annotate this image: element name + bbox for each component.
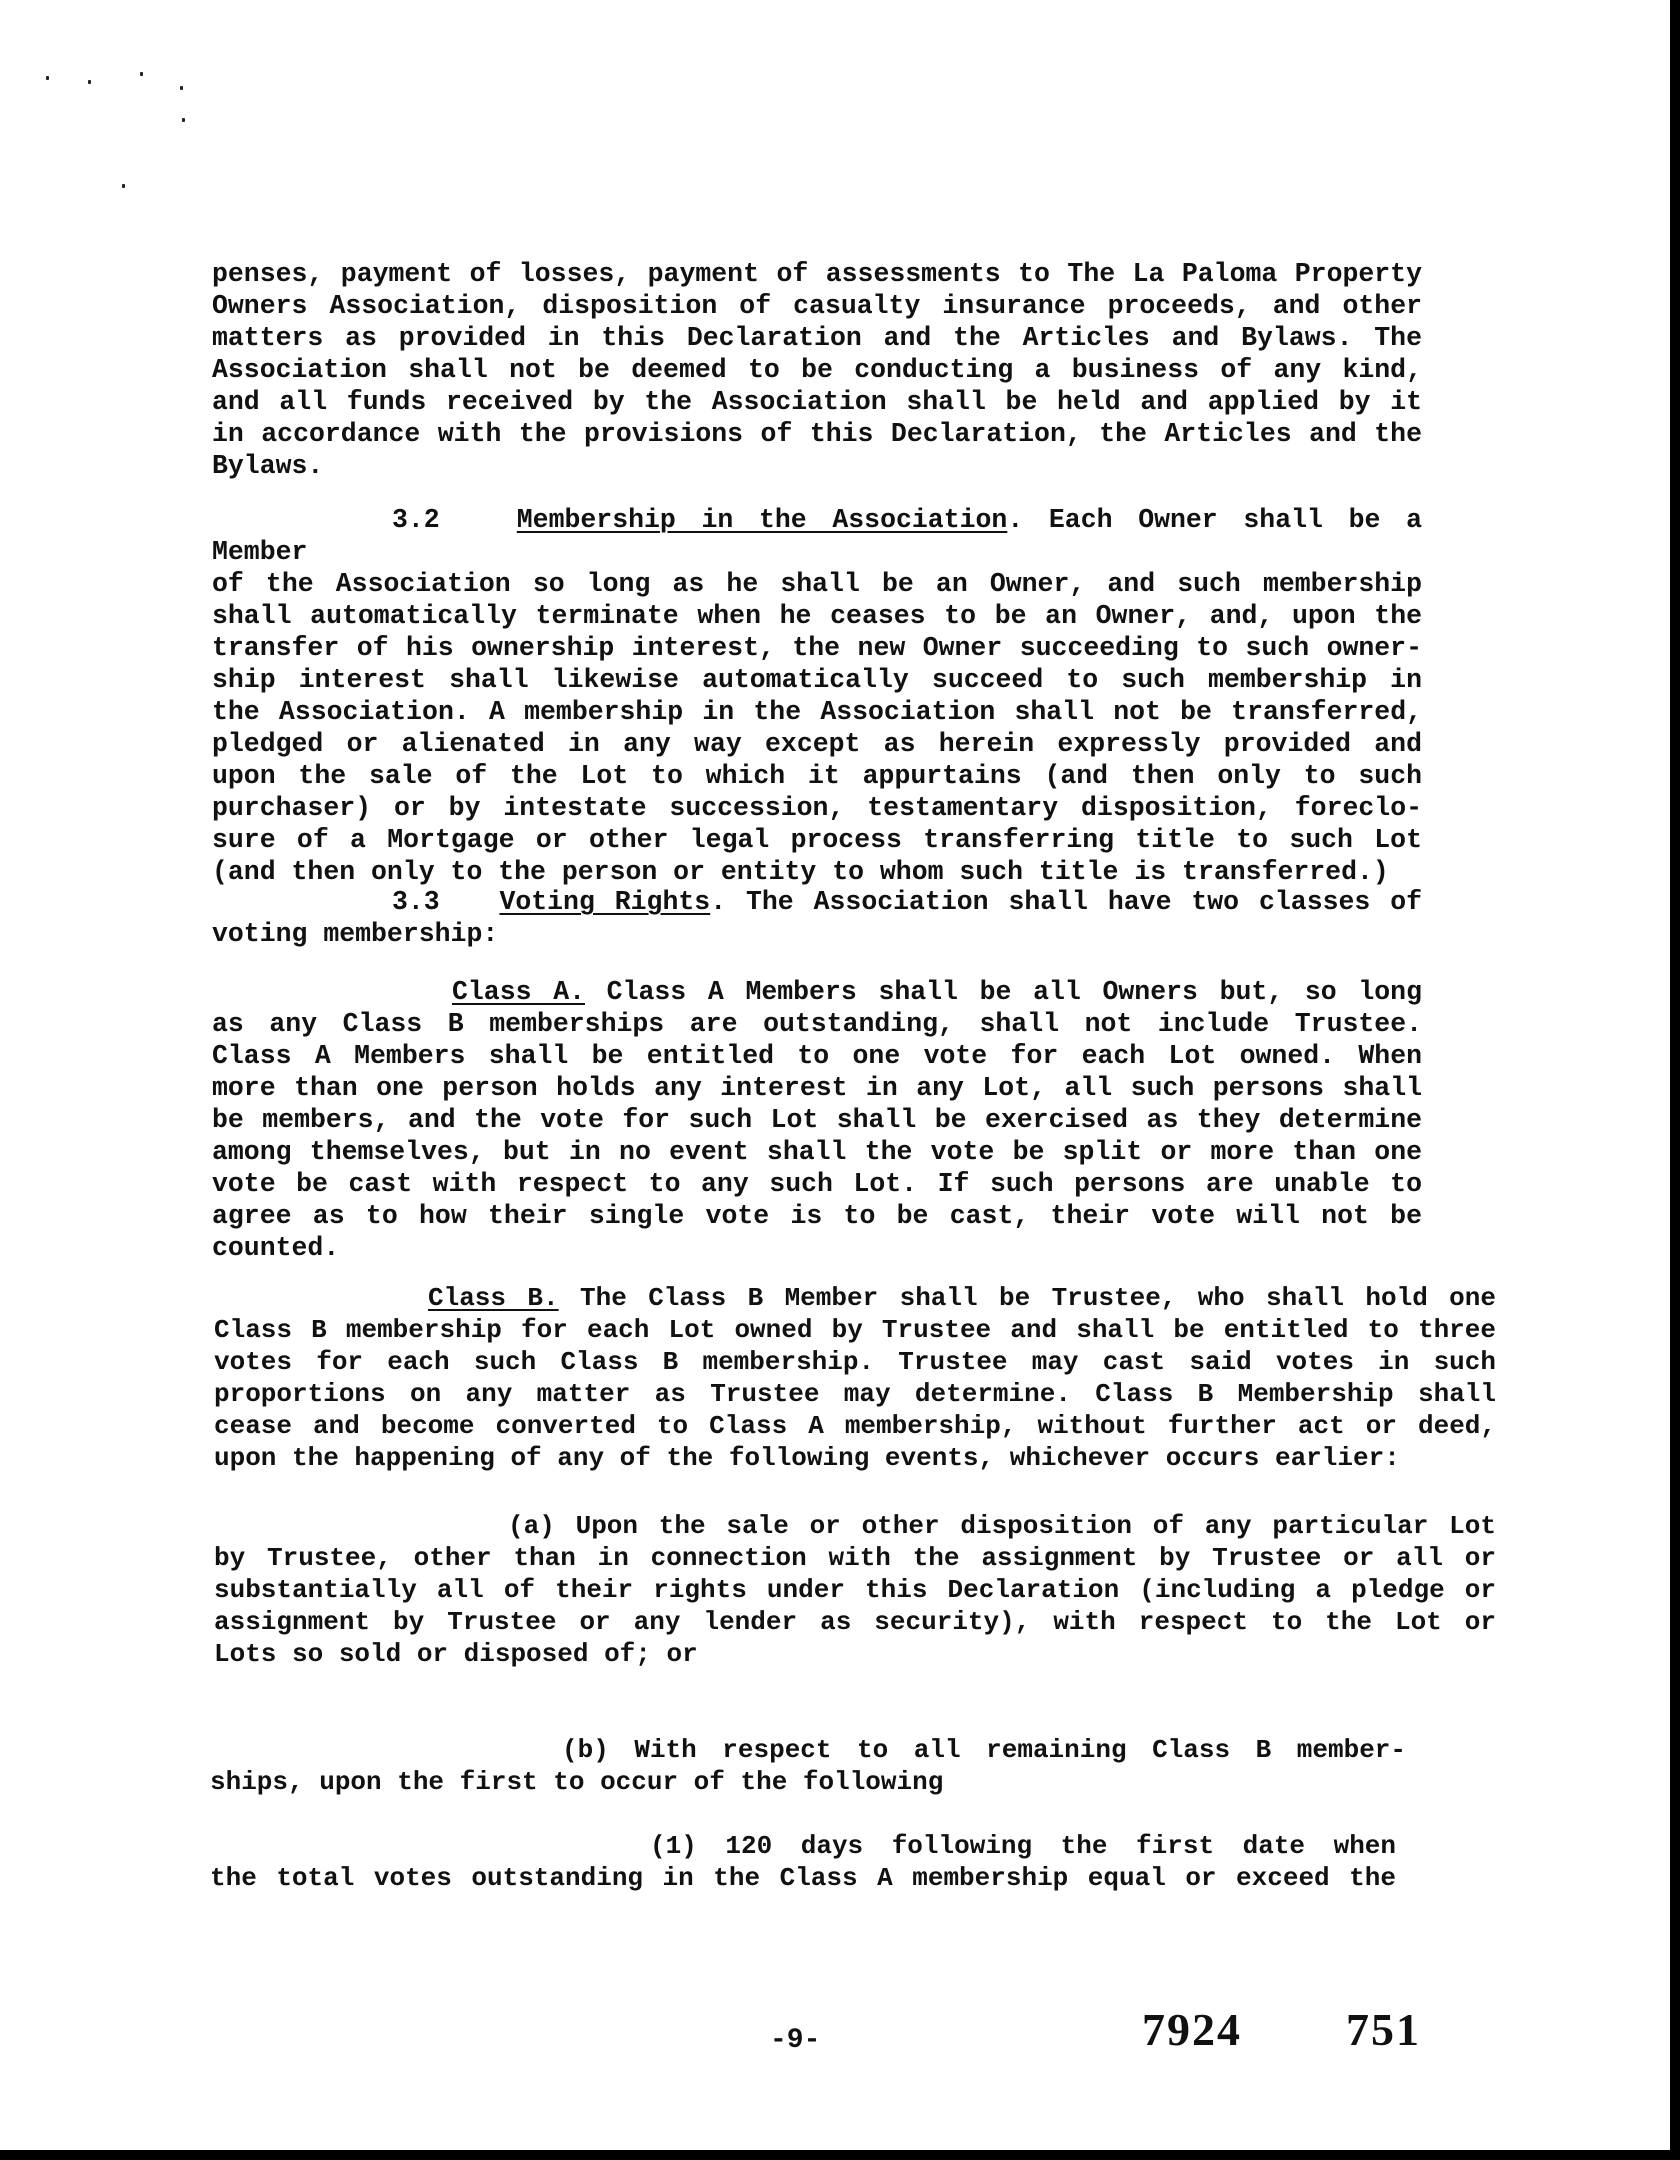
text-line: by Trustee, other than in connection with the assignment by Trustee or all or — [214, 1543, 1496, 1573]
text-line: votes for each such Class B membership. Trustee may cast said votes in such — [214, 1347, 1496, 1377]
scan-edge-bottom — [0, 2150, 1680, 2160]
text-line: (and then only to the person or entity to whom such title is transferred.) — [212, 857, 1389, 887]
text-line: transfer of his ownership interest, the new Owner succeeding to such owner- — [212, 633, 1422, 663]
item-1-paragraph — [210, 1830, 1396, 1894]
scan-speck — [182, 118, 185, 122]
text-line: more than one person holds any interest in any Lot, all such persons shall — [212, 1073, 1422, 1103]
text-line: as any Class B memberships are outstanding, shall not include Trustee. — [212, 1009, 1422, 1039]
class-a-paragraph — [212, 976, 1422, 1264]
text-line: assignment by Trustee or any lender as security), with respect to the Lot or — [214, 1607, 1496, 1637]
section-first-line — [212, 886, 1422, 918]
text-line: vote be cast with respect to any such Lot. If such persons are unable to — [212, 1169, 1422, 1199]
text-line: ship interest shall likewise automatically succeed to such membership in — [212, 665, 1422, 695]
text-line: agree as to how their single vote is to be cast, their vote will not be — [212, 1201, 1422, 1231]
text-line: of the Association so long as he shall be an Owner, and such membership — [212, 569, 1422, 599]
scan-speck — [180, 86, 183, 90]
text-line: cease and become converted to Class A membership, without further act or deed, — [214, 1411, 1496, 1441]
class-b-first-line — [214, 1282, 1496, 1314]
section-first-line — [212, 504, 1422, 568]
item-label: (1) — [650, 1831, 697, 1861]
text-line: shall automatically terminate when he ceases to be an Owner, and, upon the — [212, 601, 1422, 631]
section-heading: Voting Rights — [499, 887, 711, 917]
text-line: voting membership: — [212, 919, 499, 949]
text-line: and all funds received by the Association shall be held and applied by it — [212, 387, 1422, 417]
item-a-first-line-text: Upon the sale or other disposition of any particular Lot — [554, 1511, 1496, 1541]
item-a-first-line — [214, 1510, 1496, 1542]
text-line: upon the sale of the Lot to which it appurtains (and then only to such — [212, 761, 1422, 791]
paragraph-intro — [212, 258, 1422, 482]
class-b-heading: Class B. — [428, 1283, 559, 1313]
item-b-first-line-text: With respect to all remaining Class B member- — [608, 1735, 1406, 1765]
text-line: Lots so sold or disposed of; or — [214, 1639, 698, 1669]
text-line: ships, upon the first to occur of the following — [210, 1767, 944, 1797]
section-heading: Membership in the Association — [516, 505, 1008, 535]
text-line: penses, payment of losses, payment of assessments to The La Paloma Property — [212, 259, 1422, 289]
scan-edge-right — [1670, 0, 1680, 2160]
text-line: be members, and the vote for such Lot shall be exercised as they determine — [212, 1105, 1422, 1135]
scan-speck — [46, 76, 49, 80]
scan-speck — [88, 80, 91, 84]
text-line: proportions on any matter as Trustee may determine. Class B Membership shall — [214, 1379, 1496, 1409]
text-line: Association shall not be deemed to be conducting a business of any kind, — [212, 355, 1422, 385]
item-b-paragraph — [210, 1734, 1406, 1798]
text-line: Owners Association, disposition of casualty insurance proceeds, and other — [212, 291, 1422, 321]
class-a-first-line — [212, 976, 1422, 1008]
text-line: in accordance with the provisions of this Declaration, the Articles and the — [212, 419, 1422, 449]
item-a-paragraph — [214, 1510, 1496, 1670]
class-b-first-line-text: The Class B Member shall be Trustee, who shall hold one — [558, 1283, 1496, 1313]
section-first-line-text: . Each Owner shall be a Member — [212, 505, 1422, 567]
class-a-heading: Class A. — [452, 977, 585, 1007]
item-label: (b) — [562, 1735, 609, 1765]
book-number: 7924 — [1142, 2004, 1242, 2055]
text-line: substantially all of their rights under this Declaration (including a pledge or — [214, 1575, 1496, 1605]
section-3-3 — [212, 886, 1422, 950]
text-line: sure of a Mortgage or other legal process transferring title to such Lot — [212, 825, 1422, 855]
text-line: the Association. A membership in the Association shall not be transferred, — [212, 697, 1422, 727]
text-line: matters as provided in this Declaration and the Articles and Bylaws. The — [212, 323, 1422, 353]
page-number: -9- — [770, 2025, 821, 2056]
class-b-paragraph — [214, 1282, 1496, 1474]
text-line: among themselves, but in no event shall the vote be split or more than one — [212, 1137, 1422, 1167]
section-number: 3.3 — [392, 887, 440, 917]
item-label: (a) — [508, 1511, 555, 1541]
recording-page-number: 751 — [1346, 2004, 1421, 2055]
section-first-line-text: . The Association shall have two classes of — [710, 887, 1423, 917]
item-b-first-line — [210, 1734, 1406, 1766]
text-line: purchaser) or by intestate succession, testamentary disposition, foreclo- — [212, 793, 1422, 823]
section-number: 3.2 — [392, 505, 440, 535]
item-1-first-line-text: 120 days following the first date when — [696, 1831, 1396, 1861]
item-1-first-line — [210, 1830, 1396, 1862]
text-line: the total votes outstanding in the Class A membership equal or exceed the — [210, 1863, 1396, 1893]
scan-speck — [140, 72, 143, 76]
text-line: Class B membership for each Lot owned by Trustee and shall be entitled to three — [214, 1315, 1496, 1345]
text-line: Bylaws. — [212, 451, 324, 481]
text-line: pledged or alienated in any way except as herein expressly provided and — [212, 729, 1422, 759]
class-a-first-line-text: Class A Members shall be all Owners but, so long — [585, 977, 1422, 1007]
text-line: Class A Members shall be entitled to one vote for each Lot owned. When — [212, 1041, 1422, 1071]
text-line: upon the happening of any of the following events, whichever occurs earlier: — [214, 1443, 1400, 1473]
text-line: counted. — [212, 1233, 340, 1263]
scan-speck — [122, 184, 125, 188]
section-3-2 — [212, 504, 1422, 888]
